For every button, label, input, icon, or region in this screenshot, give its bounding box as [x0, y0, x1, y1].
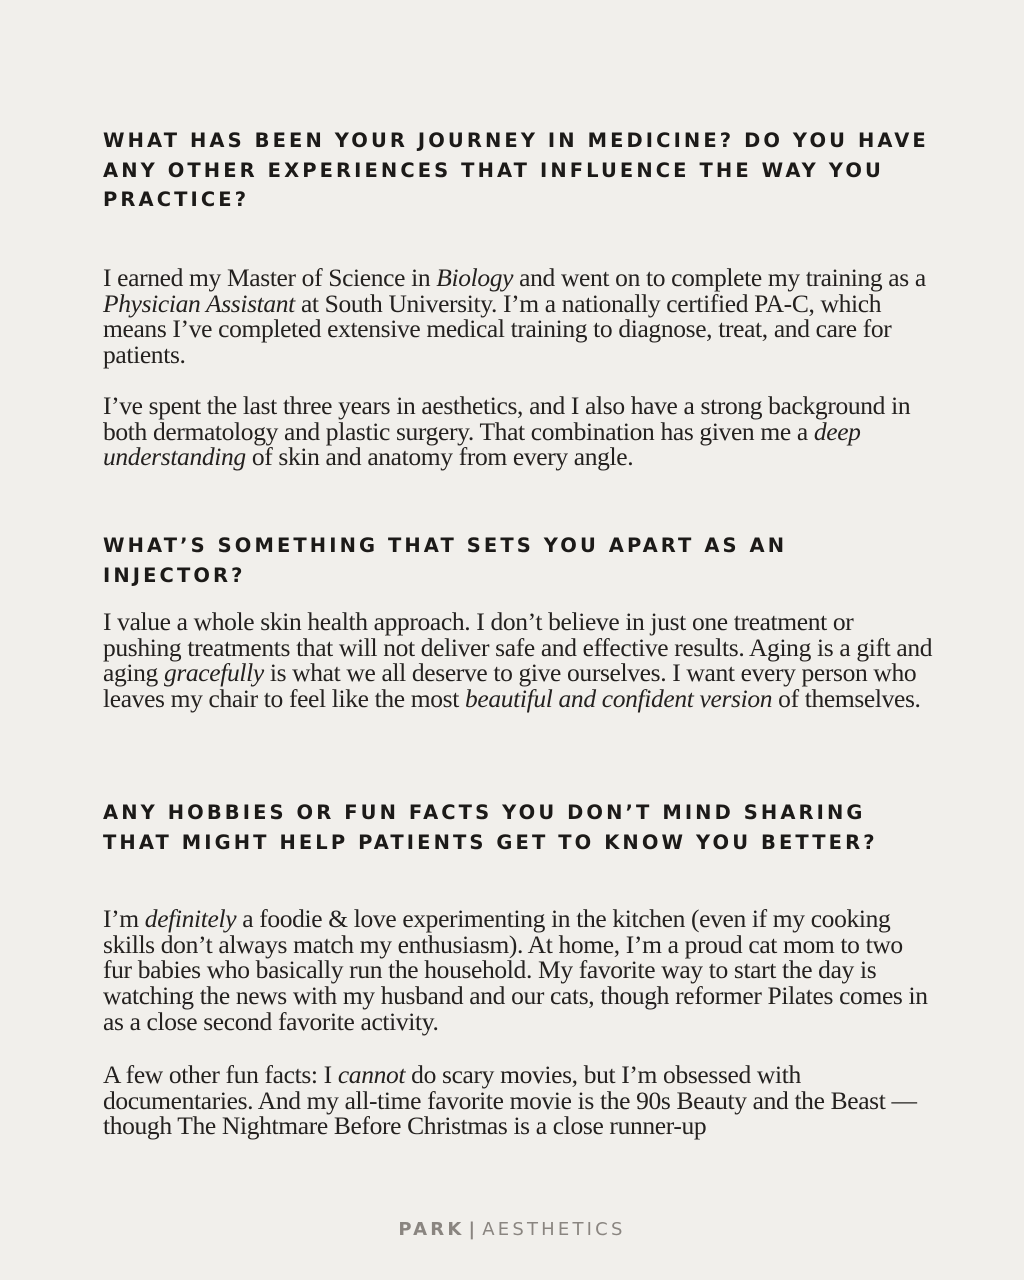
body-text: do scary movies, but I’m obsessed with documentaries. And my all-time favorite movie is the 90s Beauty and the Beast — though The Nightmare Before Christmas is a close runner-up — [103, 1060, 917, 1141]
body-text: A few other fun facts: I — [103, 1060, 338, 1089]
emphasis-text: deep understanding — [103, 416, 861, 472]
footer-separator: | — [468, 1219, 479, 1240]
paragraph-journey-experience — [103, 393, 933, 470]
paragraph-injector-approach — [103, 609, 933, 712]
paragraph-journey-training — [103, 265, 933, 368]
body-text: I value a whole skin health approach. I don’t believe in just one treatment or pushing treatments that will not deliver safe and effective results. Aging is a gift and aging — [103, 607, 933, 688]
paragraph-hobbies-foodie — [103, 906, 933, 1035]
emphasis-text: gracefully — [163, 658, 264, 688]
body-text: of themselves. — [772, 684, 921, 714]
emphasis-text: Biology — [436, 263, 514, 292]
section-heading-journey: WHAT HAS BEEN YOUR JOURNEY IN MEDICINE? DO YOU HAVE ANY OTHER EXPERIENCES THAT INFLUENCE THE WAY YOU PRACTICE? — [103, 129, 929, 211]
emphasis-text: cannot — [337, 1060, 406, 1089]
body-text: is what we all deserve to give ourselves. I want every person who leaves my chair to feel like the most — [103, 658, 917, 714]
body-text: and went on to complete my training as a — [513, 263, 926, 292]
footer-brand — [0, 1219, 1024, 1240]
body-text: I’ve spent the last three years in aesthetics, and I also have a strong background in both dermatology and plastic surgery. That combination has given me a — [103, 391, 911, 446]
footer-brand-sub: AESTHETICS — [482, 1219, 626, 1240]
body-text: at South University. I’m a nationally certified PA-C, which means I’ve completed extensive medical training to diagnose, treat, and care for patients. — [103, 288, 892, 370]
section-heading-injector: WHAT’S SOMETHING THAT SETS YOU APART AS AN INJECTOR? — [103, 534, 788, 587]
footer-brand-name: PARK — [398, 1219, 465, 1240]
section-heading-hobbies: ANY HOBBIES OR FUN FACTS YOU DON’T MIND SHARING THAT MIGHT HELP PATIENTS GET TO KNOW YOU BETTER? — [103, 801, 878, 854]
body-text: of skin and anatomy from every angle. — [245, 442, 634, 472]
body-text: I earned my Master of Science in — [103, 263, 437, 292]
body-text: I’m — [103, 904, 145, 933]
paragraph-hobbies-fun-facts — [103, 1062, 933, 1139]
body-text: a foodie & love experimenting in the kitchen (even if my cooking skills don’t always match my enthusiasm). At home, I’m a proud cat mom to two fur babies who basically run the household. My favorite way to start the day is watching the news with my husband and our cats, though reformer Pilates comes in as a close second favorite activity. — [103, 904, 928, 1036]
emphasis-text: beautiful and confident version — [465, 684, 773, 714]
emphasis-text: Physician Assistant — [103, 288, 295, 318]
emphasis-text: definitely — [144, 904, 237, 933]
